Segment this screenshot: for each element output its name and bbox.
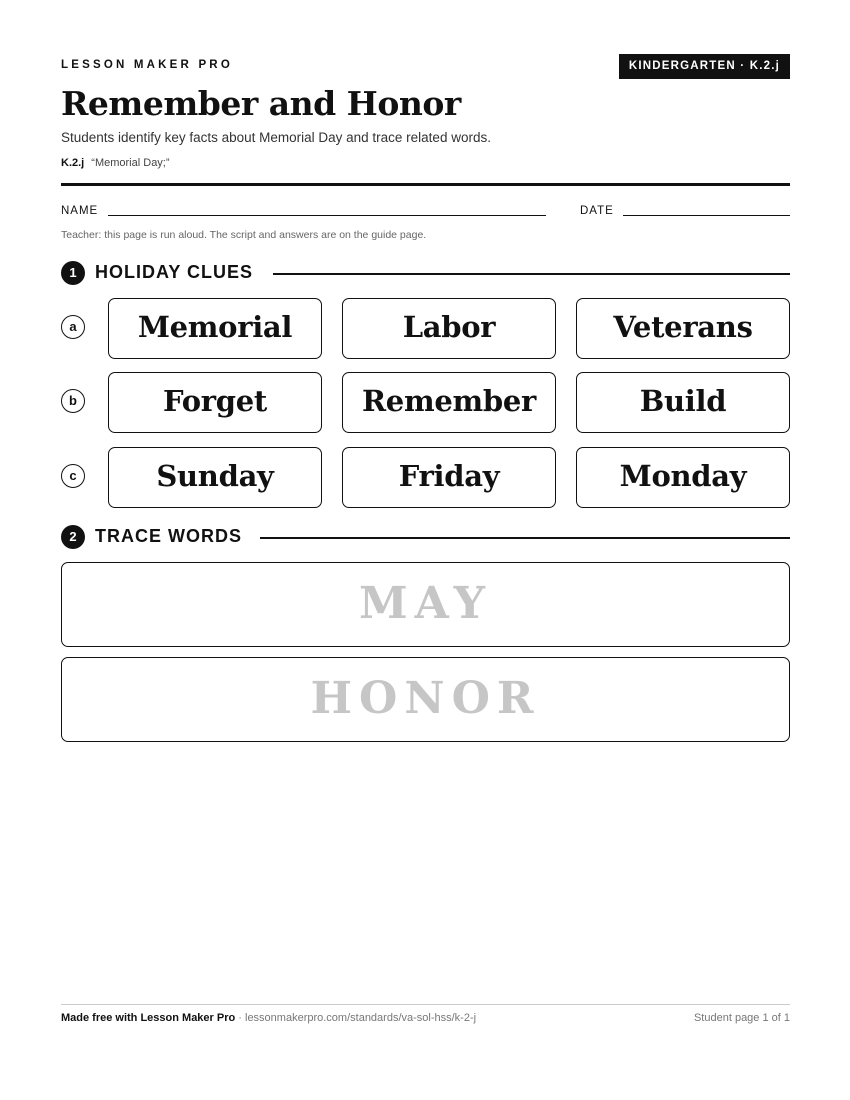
choice-button[interactable]: Friday [342,447,556,508]
standard-code: K.2.j [61,157,85,169]
section-title: HOLIDAY CLUES [95,262,265,283]
header-divider [61,183,790,186]
worksheet-page [61,0,790,1100]
name-label: NAME [61,205,99,217]
trace-word-box[interactable]: HONOR [61,657,790,742]
footer-url[interactable]: · lessonmakerpro.com/standards/va-sol-hss/k-2-j [235,1012,477,1024]
section-number-badge: 2 [61,525,85,549]
standard-reference [61,157,170,169]
choice-button[interactable]: Remember [342,372,556,433]
date-label: DATE [580,205,614,217]
footer-divider [61,1004,790,1005]
section-rule [273,273,790,275]
footer-made-with: Made free with Lesson Maker Pro [61,1012,236,1024]
choice-button[interactable]: Veterans [576,298,790,359]
section-number-badge: 1 [61,261,85,285]
standard-text: “Memorial Day;” [91,157,170,169]
choice-button[interactable]: Memorial [108,298,322,359]
clue-row-a [61,298,790,359]
footer-page-label: Student page 1 of 1 [693,1012,790,1024]
name-field[interactable] [108,215,546,216]
section-title: TRACE WORDS [95,526,254,547]
page-subtitle: Students identify key facts about Memorial Day and trace related words. [61,130,491,145]
clue-row-c [61,447,790,508]
clue-row-b [61,372,790,433]
choice-button[interactable]: Build [576,372,790,433]
brand-name: LESSON MAKER PRO [61,59,233,71]
page-title: Remember and Honor [61,84,461,123]
choice-button[interactable]: Sunday [108,447,322,508]
trace-word-box[interactable]: MAY [61,562,790,647]
grade-badge: KINDERGARTEN · K.2.j [619,54,790,79]
row-letter-badge: b [61,389,85,413]
section-trace-words [61,525,790,549]
row-letter-badge: c [61,464,85,488]
row-letter-badge: a [61,315,85,339]
choice-button[interactable]: Monday [576,447,790,508]
section-holiday-clues [61,261,790,285]
section-rule [260,537,790,539]
footer-credit [61,1012,476,1024]
teacher-note: Teacher: this page is run aloud. The script and answers are on the guide page. [61,229,427,241]
choice-button[interactable]: Forget [108,372,322,433]
date-field[interactable] [623,215,790,216]
choice-button[interactable]: Labor [342,298,556,359]
